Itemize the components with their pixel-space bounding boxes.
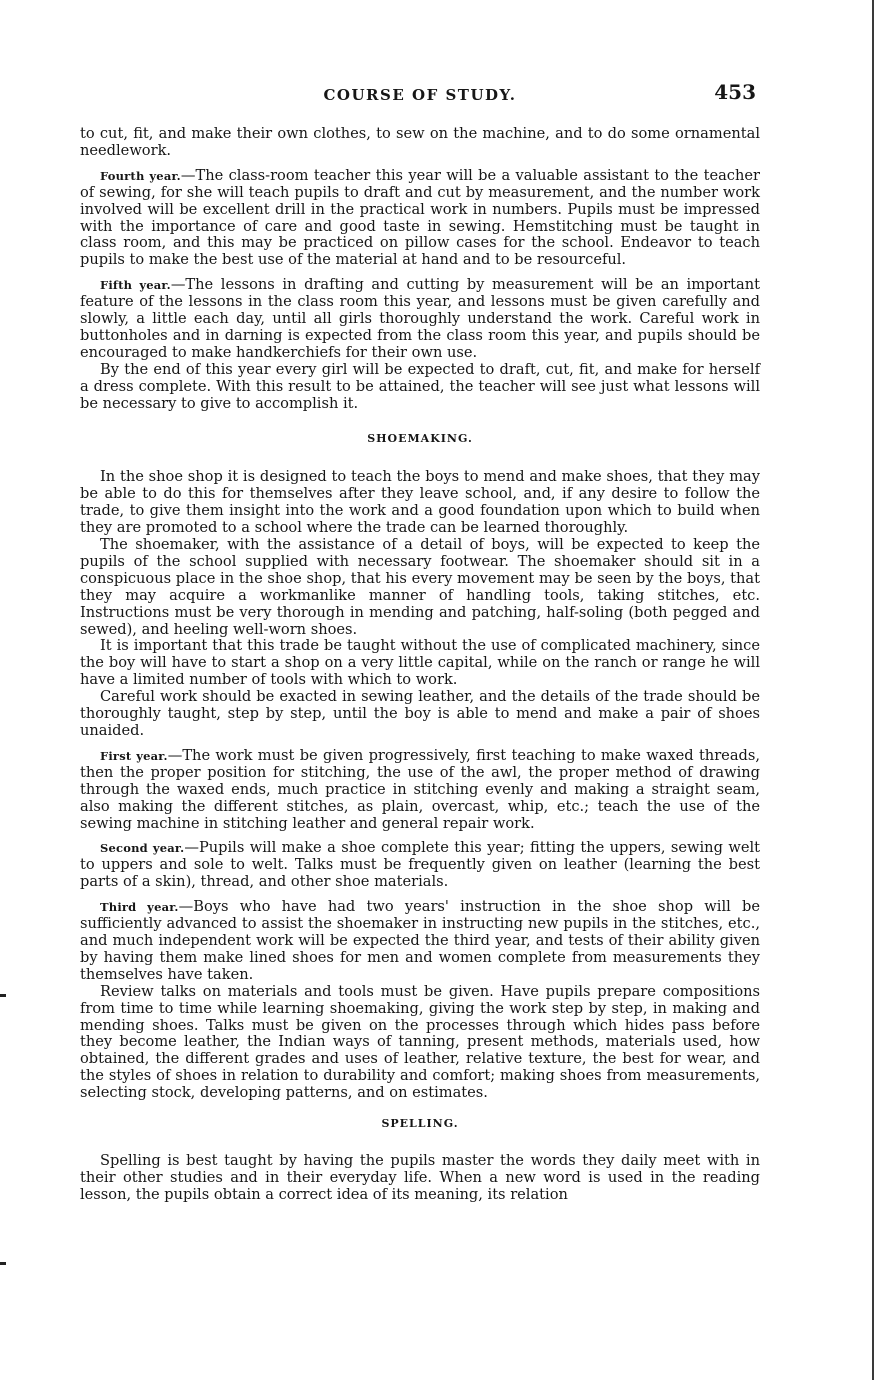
page-edge bbox=[872, 0, 874, 1380]
paragraph-fourth-year bbox=[80, 168, 760, 269]
paragraph: Careful work should be exacted in sewing leather, and the details of the trade should be thoroughly taught, step by step, until the boy is able to mend and make a pair of shoes unaided. bbox=[80, 688, 760, 739]
lead-in: Fifth year. bbox=[100, 278, 171, 293]
paragraph-text: —The work must be given progressively, first teaching to make waxed threads, then the proper position for stitching, the use of the awl, the proper method of drawing through the waxed ends, much practice in stitching evenly and making a straight seam, also making the different stitches, as plain, overcast, whip, etc.; teach the use of the sewing machine in stitching leather and general repair work. bbox=[80, 746, 760, 832]
paragraph-second-year bbox=[80, 840, 760, 891]
running-head: COURSE OF STUDY. bbox=[323, 86, 517, 104]
page-number: 453 bbox=[714, 80, 756, 104]
lead-in: First year. bbox=[100, 748, 168, 763]
paragraph: Review talks on materials and tools must be given. Have pupils prepare compositions from time to time while learning shoemaking, giving the work step by step, in making and mending shoes. Talks must be given on the processes through which hides pass before they become leather, the Indian ways of tanning, present methods, materials used, how obtained, the different grades and uses of leather, relative texture, the best for wear, and the styles of shoes in relation to durability and comfort; making shoes from measurements, selecting stock, developing patterns, and on estimates. bbox=[80, 982, 760, 1102]
paragraph-text: —The class-room teacher this year will be a valuable assistant to the teacher of sewing, for she will teach pupils to draft and cut by measurement, and the number work involved will be excellent drill in the practical work in numbers. Pupils must be impressed with the importance of care and good taste in sewing. Hemstitching must be taught in class room, and this may be practiced on pillow cases for the school. Endeavor to teach pupils to make the best use of the material at hand and to be resourceful. bbox=[80, 166, 760, 269]
edge-mark bbox=[0, 994, 6, 997]
lead-in: Third year. bbox=[100, 900, 179, 915]
paragraph: Spelling is best taught by having the pupils master the words they daily meet with in their other studies and in their everyday life. When a new word is used in the reading lesson, the pupils obtain a correct idea of its meaning, its relation bbox=[80, 1151, 760, 1203]
paragraph-text: —The lessons in drafting and cutting by measurement will be an important feature of the lessons in the class room this year, and lessons must be given carefully and slowly, a little each day, until all girls thoroughly understand the work. Careful work in buttonholes and in darning is expected from the class room this year, and pupils should be encouraged to make handkerchiefs for their own use. bbox=[80, 276, 760, 361]
page-header bbox=[80, 80, 760, 110]
page-body bbox=[80, 126, 760, 1204]
paragraph: By the end of this year every girl will be expected to draft, cut, fit, and make for herself a dress complete. With this result to be attained, the teacher will see just what lessons will be necessary to give to accomplish it. bbox=[80, 360, 760, 412]
paragraph: It is important that this trade be taught without the use of complicated machinery, since the boy will have to start a shop on a very little capital, while on the ranch or range he will have a limited number of tools with which to work. bbox=[80, 637, 760, 689]
paragraph-fifth-year bbox=[80, 277, 760, 362]
paragraph-text: —Boys who have had two years' instruction in the shoe shop will be sufficiently advanced to assist the shoemaker in instructing new pupils in the stitches, etc., and much independent work will be expected the third year, and tests of their ability given by having them make lined shoes for men and women complete from measurements they themselves have taken. bbox=[80, 898, 760, 983]
lead-in: Fourth year. bbox=[100, 168, 181, 183]
paragraph: to cut, fit, and make their own clothes, to sew on the machine, and to do some ornamental needlework. bbox=[80, 125, 760, 159]
paragraph: In the shoe shop it is designed to teach the boys to mend and make shoes, that they may be able to do this for themselves after they leave school, and, if any desire to follow the trade, to give them insight into the work and a good foundation upon which to build when they are promoted to a school where the trade can be learned thoroughly. bbox=[80, 468, 760, 537]
paragraph: The shoemaker, with the assistance of a detail of boys, will be expected to keep the pupils of the school supplied with necessary footwear. The shoemaker should sit in a conspicuous place in the shoe shop, that his every movement may be seen by the boys, that they may acquire a workmanlike manner of handling tools, taking stitches, etc. Instructions must be very thorough in mending and patching, half-soling (both pegged and sewed), and heeling well-worn shoes. bbox=[80, 536, 760, 638]
paragraph-third-year bbox=[80, 899, 760, 984]
lead-in: Second year. bbox=[100, 841, 185, 856]
paragraph-text: —Pupils will make a shoe complete this year; fitting the uppers, sewing welt to uppers and sole to welt. Talks must be frequently given on leather (learning the best parts of a skin), thread, and other shoe materials. bbox=[80, 839, 760, 891]
section-title-shoemaking: SHOEMAKING. bbox=[367, 431, 473, 445]
edge-mark bbox=[0, 1262, 6, 1265]
section-title-spelling: SPELLING. bbox=[381, 1117, 459, 1131]
paragraph-first-year bbox=[80, 748, 760, 833]
